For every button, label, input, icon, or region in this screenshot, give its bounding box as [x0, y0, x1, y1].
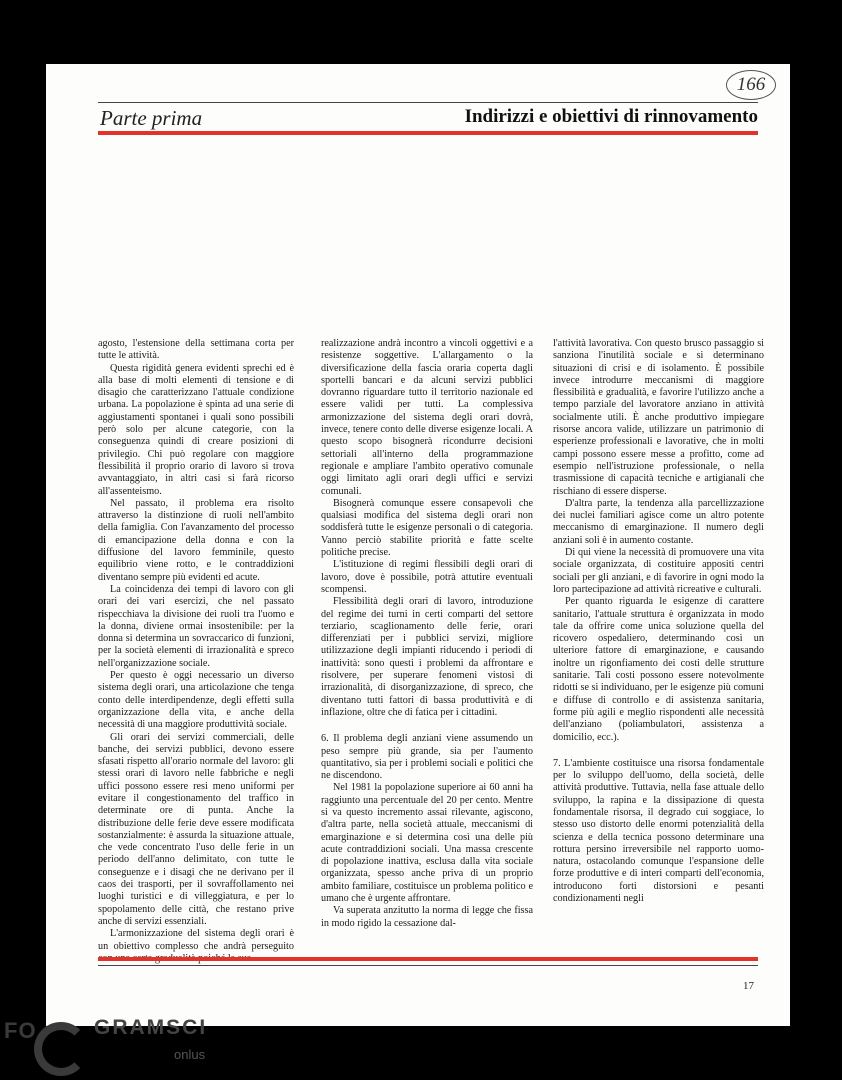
- paragraph: Per quanto riguarda le esigenze di carattere sanitario, l'attuale struttura è organizzata in modo tale da offrire come unica soluzione quella del ricovero ospedaliero, determinando così un ulteriore fattore di emarginazione, e causando inoltre un rigonfiamento dei costi delle strutture sanitarie. Tali costi possono essere notevolmente ridotti se si individuano, per le esigenze più comuni e diffuse di controllo e di assistenza sanitaria, forme più agili e meglio rispondenti alle necessità dell'anziano (poliambulatori, assistenza a domicilio, ecc.).: [553, 596, 764, 743]
- footer-rule-thin: [98, 965, 758, 966]
- text-column-2: [321, 338, 533, 930]
- gramsci-logo-icon: [34, 1022, 88, 1076]
- paragraph: realizzazione andrà incontro a vincoli oggettivi e a resistenze soggettive. L'allargamento o la diversificazione della fascia oraria coperta dagli sportelli bancari e da alcuni servizi pubblici dovranno riguardare tutto il territorio nazionale ed essere validi per tutti. La complessiva armonizzazione del sistema degli orari dovrà, invece, tenere conto delle diverse esigenze locali. A questo scopo bisognerà ricondurre decisioni settoriali all'interno della programmazione regionale e ampliare l'ambito operativo comunale oggi limitato agli orari degli uffici e servizi comunali.: [321, 338, 533, 497]
- paragraph: Va superata anzitutto la norma di legge che fissa in modo rigido la cessazione dal-: [321, 905, 533, 929]
- paragraph: Di qui viene la necessità di promuovere una vita sociale organizzata, di costituire appositi centri sociali per gli anziani, e di favorire in ogni modo la loro partecipazione ad attività ricreative e culturali.: [553, 547, 764, 595]
- paragraph: Bisognerà comunque essere consapevoli che qualsiasi modifica del sistema degli orari non soddisferà tutte le esigenze personali o di categoria. Vanno perciò stabilite priorità e fatte scelte politiche precise.: [321, 497, 533, 559]
- paragraph: Questa rigidità genera evidenti sprechi ed è alla base di molti elementi di tensione e di disagio che caratterizzano l'attuale condizione urbana. La popolazione è spinta ad una serie di aggiustamenti spontanei i quali sono possibili però solo per alcune categorie, con la conseguenza quindi di creare posizioni di privilegio. Chi può regolare con maggiore flessibilità il proprio orario di lavoro si trova avvantaggiato, in altri casi si farà ricorso all'assenteismo.: [98, 362, 294, 497]
- paragraph: Flessibilità degli orari di lavoro, introduzione del regime dei turni in certi comparti del settore terziario, scaglionamento delle ferie, orari differenziati per i pubblici servizi, migliore utilizzazione degli impianti riducendo i periodi di inattività: sono questi i problemi da affrontare e risolvere, per superare fenomeni vistosi di irrazionalità, di disorganizzazione, di spreco, che diventano tutti fattori di bassa produttività e di inflazione, oltre che di fatica per i cittadini.: [321, 596, 533, 718]
- paragraph: Nel passato, il problema era risolto attraverso la distinzione di ruoli nell'ambito della famiglia. Con l'avanzamento del processo di emancipazione della donna e con la diffusione del lavoro femminile, questo equilibrio viene rotto, e le contraddizioni diventano sempre più evidenti ed acute.: [98, 497, 294, 583]
- header-rule-red: [98, 131, 758, 135]
- paragraph: La coincidenza dei tempi di lavoro con gli orari dei vari esercizi, che nel passato rispecchiava la divisione dei ruoli tra l'uomo e la donna, diviene ormai insostenibile: per la donna si determina un sovraccarico di funzioni, per la società elementi di irrazionalità e spreco nell'organizzazione sociale.: [98, 583, 294, 669]
- watermark-gramsci: GRAMSCI: [94, 1016, 208, 1039]
- archive-stamp: 166: [726, 70, 776, 100]
- footer-rule-red: [98, 957, 758, 961]
- watermark-onlus: onlus: [174, 1047, 206, 1062]
- page-number: 17: [743, 980, 754, 992]
- paragraph: Gli orari dei servizi commerciali, delle banche, dei servizi pubblici, devono essere sfasati rispetto all'orario normale del lavoro: gli stessi orari di lavoro nelle fabbriche e negli uffici possono essere resi meno uniformi per evitare il congestionamento del traffico in determinate ore di punta. Anche la distribuzione delle ferie deve essere modificata sostanzialmente: è assurda la situazione attuale, che vede concentrato l'uso delle ferie in un periodo dell'anno delimitato, con tutte le conseguenze e i disagi che ne derivano per il caos dei trasporti, per il sovraffollamento nei luoghi turistici e di villeggiatura, e per lo spopolamento delle città, che restano prive anche di servizi essenziali.: [98, 731, 294, 927]
- section-6-paragraph: 6. Il problema degli anziani viene assumendo un peso sempre più grande, sia per l'aumento quantitativo, sia per i problemi sociali e politici che ne discendono.: [321, 733, 533, 782]
- paragraph: L'istituzione di regimi flessibili degli orari di lavoro, dove è possibile, potrà attutire eventuali scompensi.: [321, 559, 533, 595]
- section-7-paragraph: 7. L'ambiente costituisce una risorsa fondamentale per lo sviluppo dell'uomo, della società, delle attività produttive. Tuttavia, nella fase attuale dello sviluppo, la rapina e la dissipazione di questa fondamentale risorsa, il degrado cui soggiace, lo stesso uso distorto delle enormi potenzialità della scienza e della tecnica possono determinare una rottura persino irreversibile nel rapporto uomo-natura, ostacolando comunque l'espansione delle forze produttive e di interi comparti dell'economia, introducono forti distorsioni e pesanti condizionamenti negli: [553, 757, 764, 905]
- paragraph: agosto, l'estensione della settimana corta per tutte le attività.: [98, 338, 294, 362]
- paragraph: l'attività lavorativa. Con questo brusco passaggio si sanziona l'inutilità sociale e si determinano situazioni di crisi e di isolamento. È possibile invece introdurre meccanismi di maggiore flessibilità e gradualità, e favorire l'utilizzo anche a tempo parziale del lavoratore anziano in attività socialmente utili. È anche produttivo impiegare risorse ancora valide, utilizzare un patrimonio di esperienze professionali e lavorative, che in molti campi possono essere messe a profitto, come ad esempio nell'istruzione professionale, o nella trasmissione di capacità tecniche e artigianali che rischiano di essere disperse.: [553, 338, 764, 497]
- paragraph: Per questo è oggi necessario un diverso sistema degli orari, una articolazione che tenga conto delle interdipendenze, degli effetti sulla organizzazione della vita, e anche della necessità di una maggiore produttività sociale.: [98, 670, 294, 731]
- chapter-title: Indirizzi e obiettivi di rinnovamento: [464, 106, 758, 127]
- paragraph: Nel 1981 la popolazione superiore ai 60 anni ha raggiunto una percentuale del 20 per cento. Mentre si va questo incremento assai rilevante, agiscono, d'altra parte, nella società attuale, meccanismi di emarginazione e si determina così una delle più acute contraddizioni sociali. Una massa crescente di popolazione inattiva, esclusa dalla vita sociale organizzata, spesso anche priva di un proprio ambito familiare, costituisce un problema politico e umano che è urgente affrontare.: [321, 782, 533, 905]
- section-title: Parte prima: [100, 106, 203, 130]
- watermark-fo: FO: [4, 1018, 37, 1043]
- paragraph: L'armonizzazione del sistema degli orari è un obiettivo complesso che andrà perseguito: [98, 928, 294, 952]
- text-column-3: [553, 338, 764, 905]
- text-column-1: [98, 338, 294, 965]
- document-page: [46, 64, 790, 1026]
- header-rule-thin: [98, 102, 758, 103]
- paragraph: D'altra parte, la tendenza alla parcellizzazione dei nuclei familiari agisce come un altro potente meccanismo di emarginazione. Il numero degli anziani soli è in aumento costante.: [553, 497, 764, 546]
